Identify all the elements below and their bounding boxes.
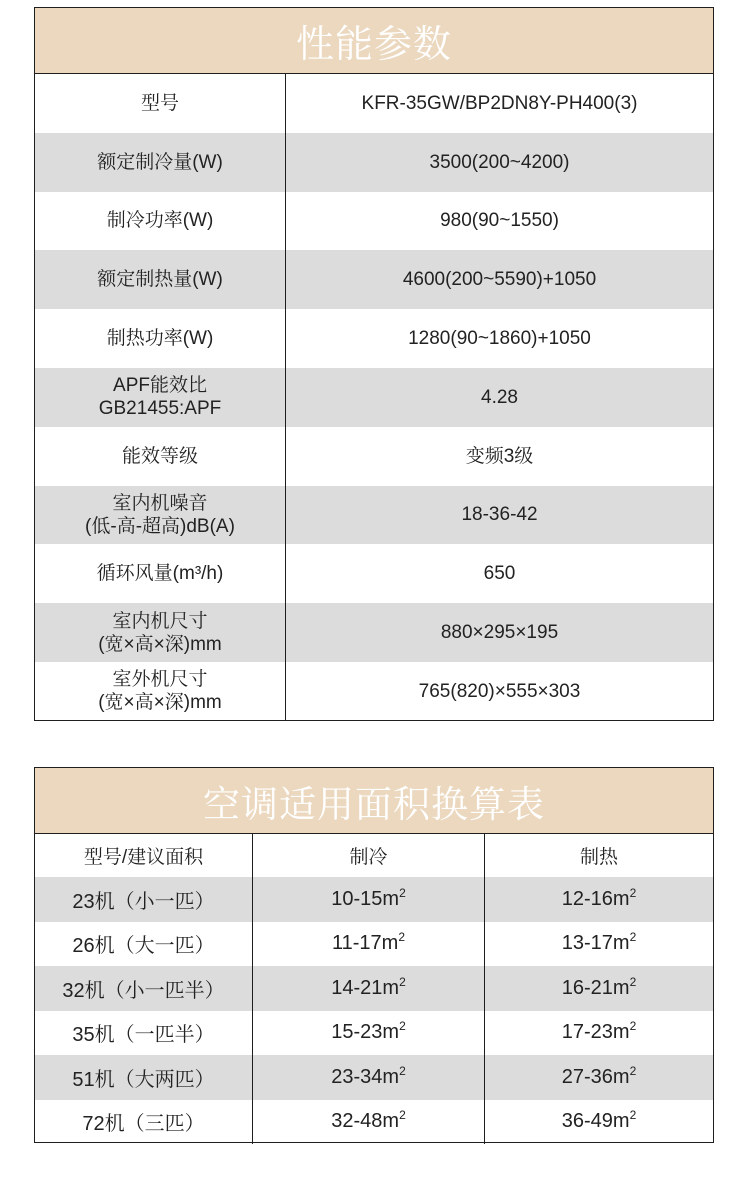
heating-value: 17-23 [561,1021,613,1044]
spec-row-indoor-noise [35,486,713,545]
unit: m [612,1065,630,1088]
cooling-value: 23-34 [331,1065,383,1088]
spec-label-line2: (宽×高×深)mm [98,633,222,655]
model-cell: 35机（一匹半） [35,1011,253,1056]
unit: m [381,932,399,955]
spec-label [35,662,286,721]
model-cell: 32机（小一匹半） [35,966,253,1011]
spec-title: 性能参数 [35,8,713,74]
heating-cell [485,1055,714,1100]
spec-label: 循环风量(m³/h) [35,544,286,603]
table-row [35,1100,713,1145]
cooling-cell [253,922,485,967]
unit-sup: 2 [629,1063,637,1078]
cooling-cell [253,1100,485,1145]
cooling-value: 10-15 [331,887,383,910]
heating-value: 27-36 [561,1065,613,1088]
table-row [35,1055,713,1100]
heating-cell [485,1100,714,1145]
heating-value: 36-49 [561,1110,613,1133]
spec-row-heating-power [35,309,713,368]
spec-label-line1: 室内机噪音 [112,492,208,514]
spec-value: 4600(200~5590)+1050 [286,250,714,309]
cooling-value: 32-48 [331,1110,383,1133]
heating-value: 13-17 [561,932,613,955]
spec-row-airflow [35,544,713,603]
unit-sup: 2 [629,1108,637,1123]
heating-value: 16-21 [561,976,613,999]
spec-label-line1: 室外机尺寸 [112,669,208,691]
area-title: 空调适用面积换算表 [35,768,713,834]
cooling-cell [253,1011,485,1056]
heating-cell [485,966,714,1011]
spec-row-indoor-size [35,603,713,662]
spec-row-rated-cooling [35,133,713,192]
unit: m [612,1110,630,1133]
spec-label-line2: GB21455:APF [98,398,222,420]
spec-label [35,603,286,662]
unit-sup: 2 [399,885,406,900]
unit: m [382,976,400,999]
area-table [35,834,713,1144]
unit: m [382,1110,400,1133]
spec-label-line2: (宽×高×深)mm [98,692,222,714]
unit: m [612,887,630,910]
unit: m [612,932,630,955]
unit-sup: 2 [399,1019,406,1034]
spec-value: KFR-35GW/BP2DN8Y-PH400(3) [361,92,638,114]
cooling-value: 14-21 [331,976,383,999]
table-row [35,1011,713,1056]
table-row [35,877,713,922]
heating-cell [485,1011,714,1056]
spec-label [35,368,286,427]
spec-value: 765(820)×555×303 [418,680,581,702]
unit: m [382,1065,400,1088]
spec-label: 额定制热量(W) [35,250,286,309]
header-model: 型号/建议面积 [35,834,253,877]
model-cell: 51机（大两匹） [35,1055,253,1100]
spec-value: 980(90~1550) [440,210,559,232]
unit: m [382,1021,400,1044]
spec-value: 650 [483,563,516,585]
spec-label-line1: APF能效比 [113,375,207,397]
table-row [35,966,713,1011]
spec-label: 型号 [35,74,286,133]
area-panel [34,767,714,1143]
heating-cell [485,877,714,922]
unit-sup: 2 [629,974,637,989]
spec-value: 18-36-42 [286,486,714,545]
spec-value: 3500(200~4200) [286,133,714,192]
unit-sup: 2 [629,930,637,945]
spec-row-cooling-power [35,192,713,251]
unit: m [382,887,400,910]
spec-row-energy-grade [35,427,713,486]
spec-value: 4.28 [286,368,714,427]
header-cooling: 制冷 [253,834,485,877]
unit-sup: 2 [399,974,406,989]
cooling-cell [253,1055,485,1100]
spec-label: 能效等级 [35,427,286,486]
spec-row-rated-heating [35,250,713,309]
spec-value: 变频3级 [465,445,534,467]
unit-sup: 2 [629,1019,637,1034]
cooling-cell [253,877,485,922]
unit-sup: 2 [398,930,406,945]
spec-label: 额定制冷量(W) [35,133,286,192]
unit-sup: 2 [399,1063,406,1078]
spec-value: 880×295×195 [286,603,714,662]
spec-value: 1280(90~1860)+1050 [408,328,591,350]
spec-panel [34,7,714,721]
table-row [35,922,713,967]
heating-cell [485,922,714,967]
spec-row-apf [35,368,713,427]
spec-label-line2: (低-高-超高)dB(A) [85,515,235,537]
header-heating: 制热 [579,847,618,868]
unit: m [612,1021,630,1044]
model-cell: 23机（小一匹） [35,877,253,922]
area-header-row [35,834,713,877]
cooling-cell [253,966,485,1011]
model-cell: 72机（三匹） [35,1100,253,1145]
unit-sup: 2 [399,1108,406,1123]
unit: m [612,976,630,999]
spec-label-line1: 室内机尺寸 [112,610,208,632]
model-cell: 26机（大一匹） [35,922,253,967]
spec-row-model [35,74,713,133]
cooling-value: 11-17 [331,932,382,955]
spec-table [35,74,713,721]
spec-label: 制冷功率(W) [35,192,286,251]
cooling-value: 15-23 [331,1021,383,1044]
spec-row-outdoor-size [35,662,713,721]
unit-sup: 2 [629,885,637,900]
spec-label: 制热功率(W) [35,309,286,368]
spec-label [35,486,286,545]
heating-value: 12-16 [561,887,613,910]
